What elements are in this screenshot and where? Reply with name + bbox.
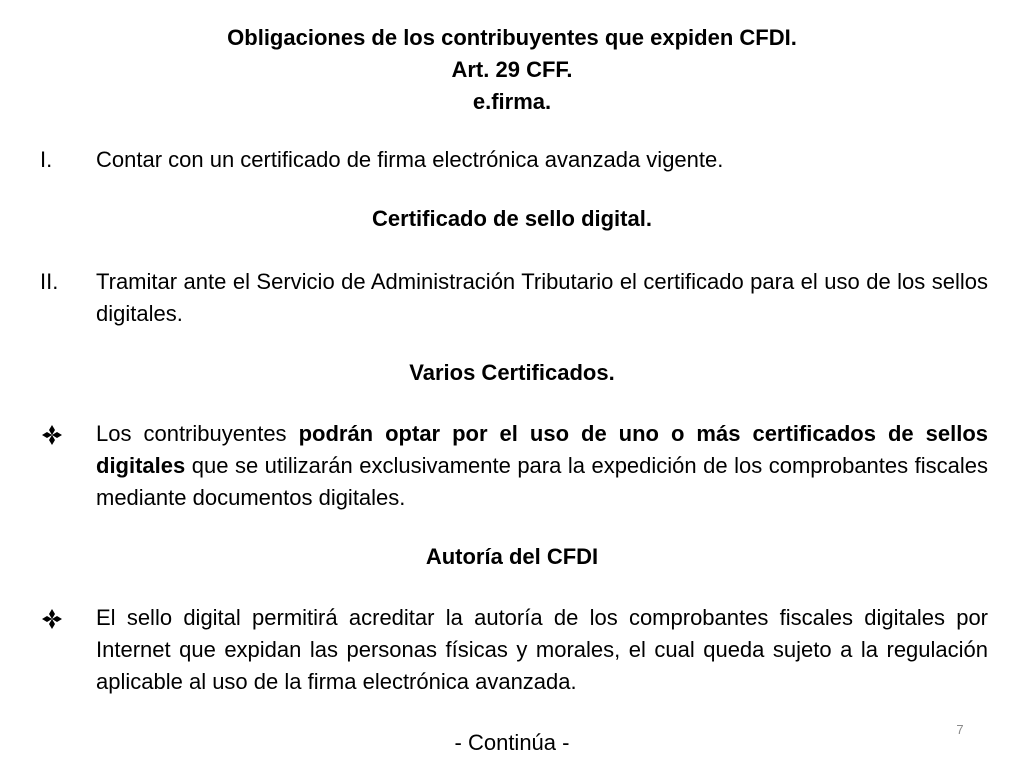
continua-label: - Continúa - xyxy=(454,730,570,755)
heading-certificado-sello: Certificado de sello digital. xyxy=(372,206,652,231)
list-marker-i: I. xyxy=(40,147,53,172)
list-marker-ii: II. xyxy=(40,269,59,294)
bullet-item-2 xyxy=(40,602,988,698)
bullet-1-text-before: Los contribuyentes xyxy=(96,421,299,446)
diamond-bullet-icon xyxy=(42,609,62,629)
list-item-i xyxy=(40,144,988,176)
heading-varios-certificados: Varios Certificados. xyxy=(409,360,615,385)
page-number: 7 xyxy=(956,722,964,737)
list-item-ii-text: Tramitar ante el Servicio de Administración Tributario el certificado para el uso de los sellos digitales. xyxy=(96,269,988,326)
bullet-item-1-text xyxy=(96,418,988,514)
bullet-item-1 xyxy=(40,418,988,514)
bullet-1-text-after: que se utilizarán exclusivamente para la expedición de los comprobantes fiscales mediante documentos digitales. xyxy=(96,453,988,510)
bullet-marker-1 xyxy=(40,418,96,450)
title-line-3: e.firma. xyxy=(472,89,552,114)
title-line-1: Obligaciones de los contribuyentes que expiden CFDI. xyxy=(227,25,797,50)
bullet-1-text-bold: podrán optar por el uso de uno o más certificados de sellos digitales xyxy=(96,421,988,478)
title-line-2: Art. 29 CFF. xyxy=(451,57,573,82)
diamond-bullet-icon xyxy=(42,425,62,445)
heading-autoria-cfdi: Autoría del CFDI xyxy=(425,544,599,569)
bullet-marker-2 xyxy=(40,602,96,634)
bullet-item-2-text: El sello digital permitirá acreditar la autoría de los comprobantes fiscales digitales por Internet que expidan las personas físicas y morales, el cual queda sujeto a la regulación aplicable al uso de la firma electrónica avanzada. xyxy=(96,605,988,694)
list-item-ii xyxy=(40,266,988,330)
list-item-i-text: Contar con un certificado de firma electrónica avanzada vigente. xyxy=(96,147,724,172)
